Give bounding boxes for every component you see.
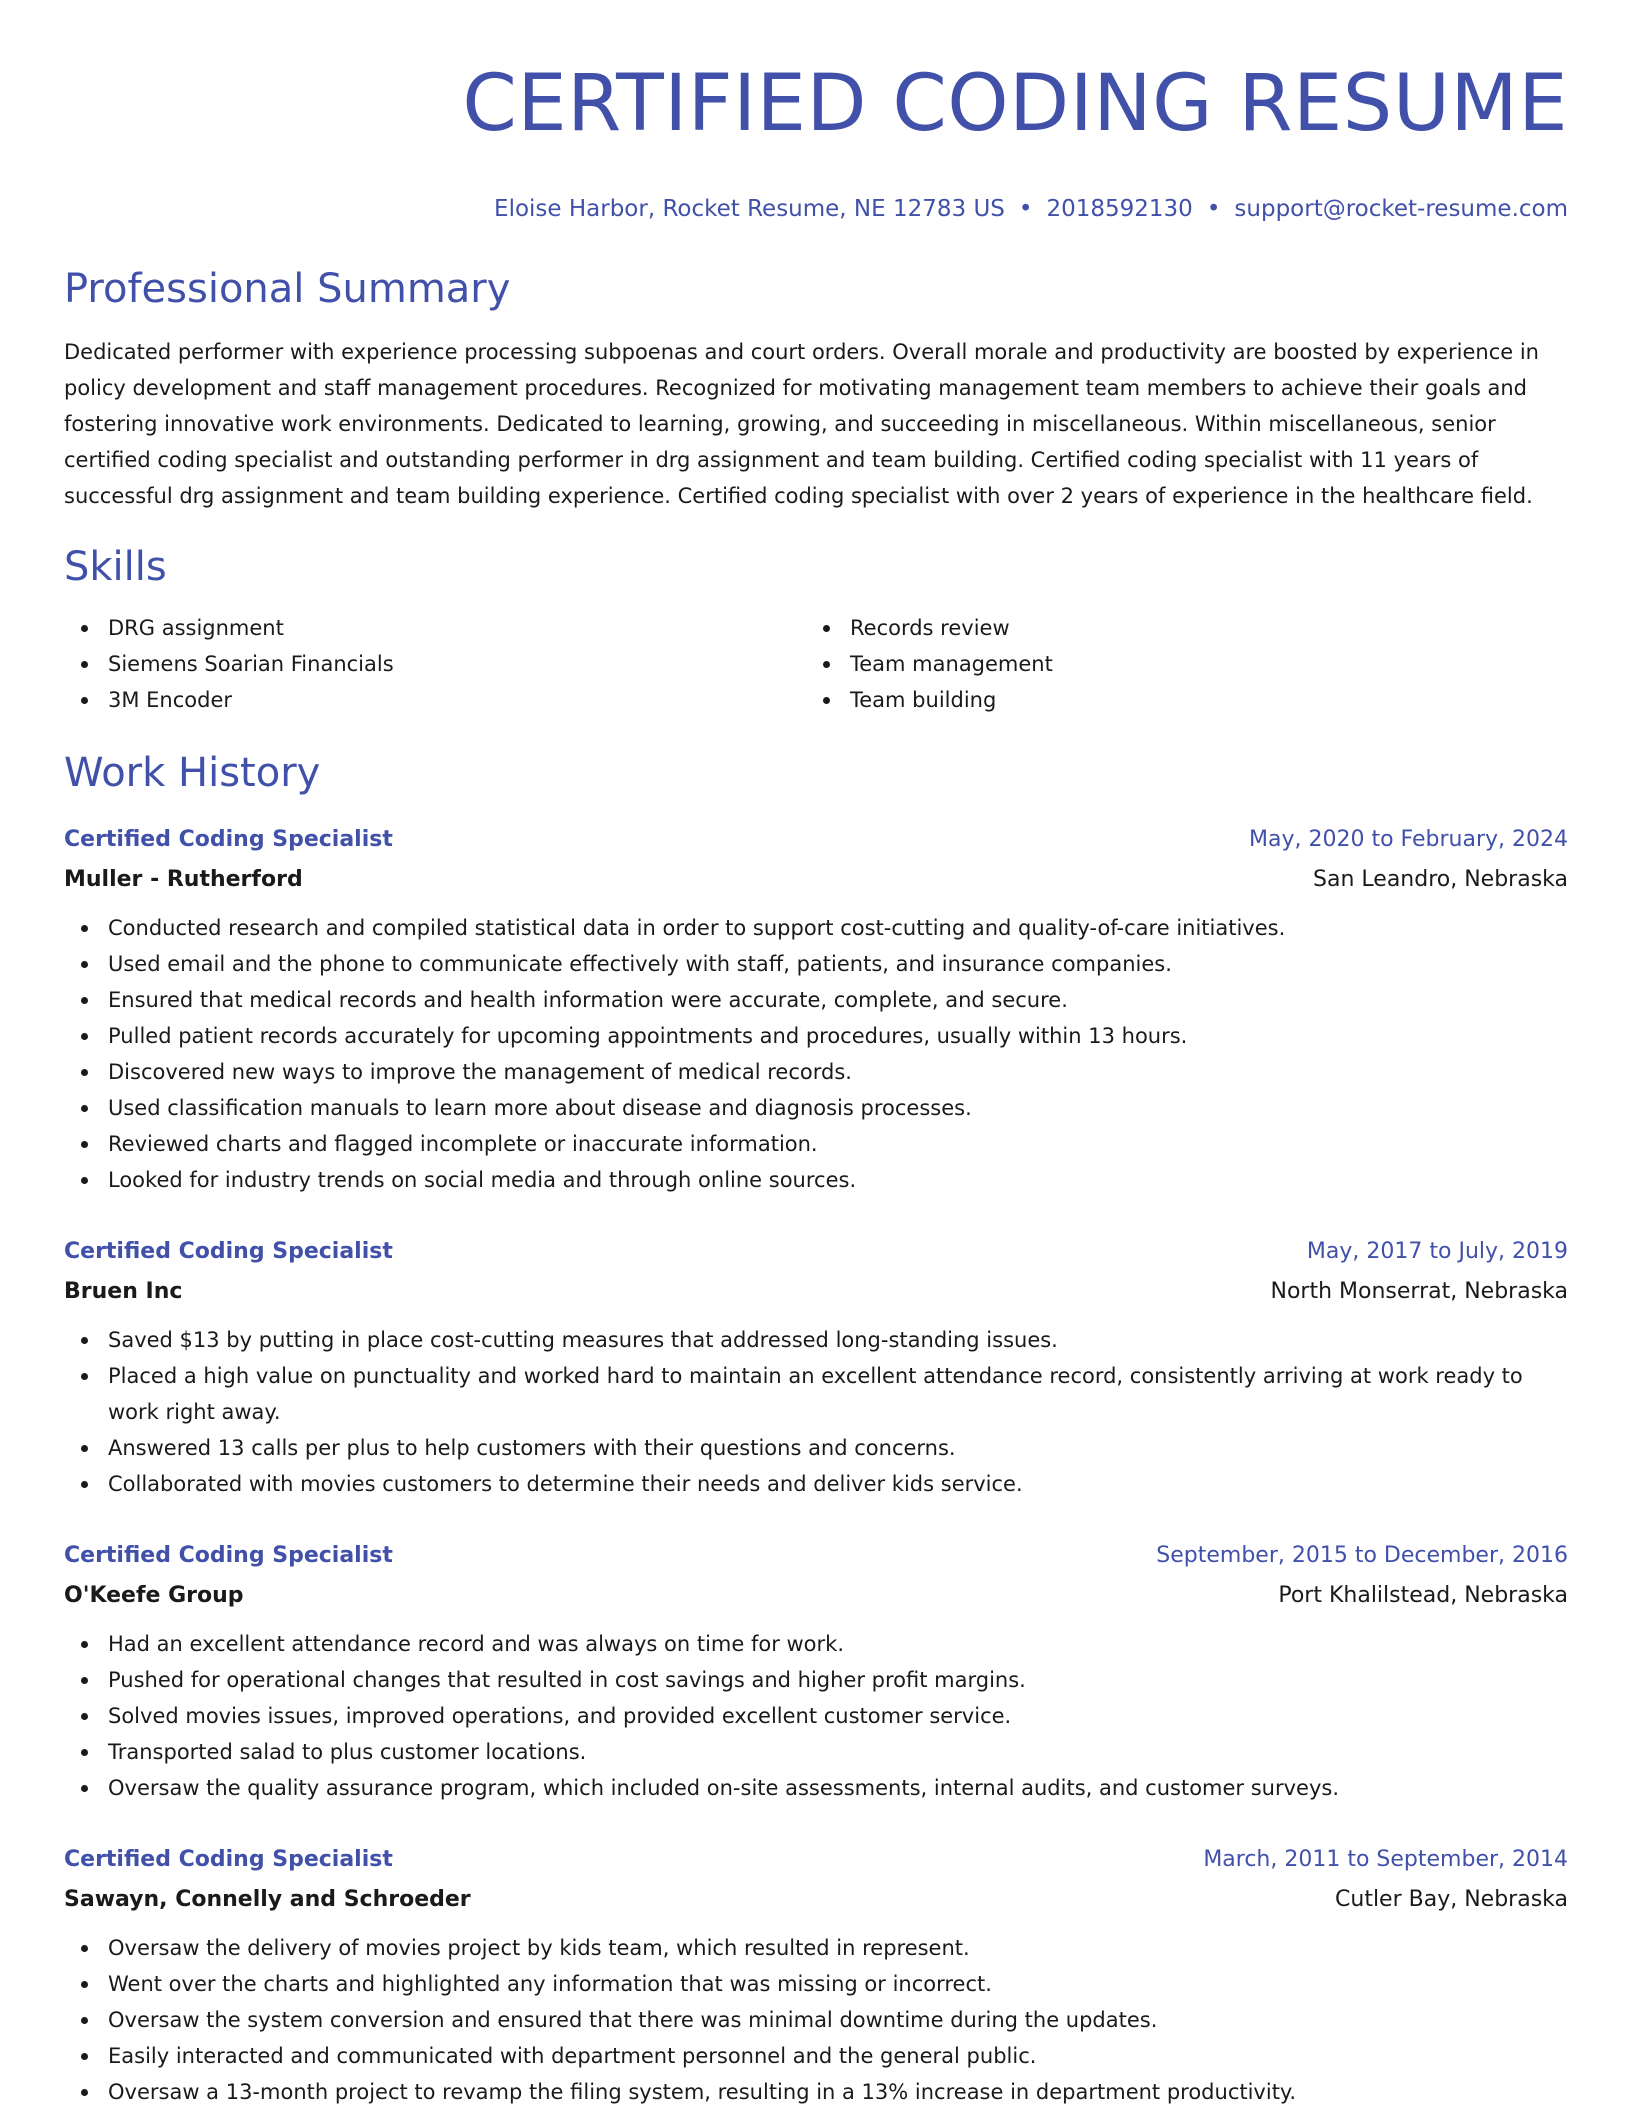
job-company: Bruen Inc <box>64 1279 183 1304</box>
job-bullet: Placed a high value on punctuality and worked hard to maintain an excellent attendance record, consistently arriving at work ready to work right away. <box>108 1358 1568 1430</box>
job-title: Certified Coding Specialist <box>64 1543 393 1568</box>
job-company-row <box>64 1880 1568 1920</box>
job-title: Certified Coding Specialist <box>64 1239 393 1264</box>
resume-page <box>64 0 1568 2110</box>
job-bullet: Pushed for operational changes that resulted in cost savings and higher profit margins. <box>108 1662 1568 1698</box>
job-location: San Leandro, Nebraska <box>1313 867 1568 892</box>
job-company-row <box>64 1272 1568 1312</box>
job-bullet: Pulled patient records accurately for upcoming appointments and procedures, usually within 13 hours. <box>108 1018 1568 1054</box>
job-dates: March, 2011 to September, 2014 <box>1203 1847 1568 1872</box>
skill-item: Team building <box>850 682 1548 718</box>
job-company-row <box>64 860 1568 900</box>
resume-title: CERTIFIED CODING RESUME <box>462 59 1568 149</box>
job-entry <box>64 1840 1568 2110</box>
job-title: Certified Coding Specialist <box>64 1847 393 1872</box>
job-bullet: Had an excellent attendance record and was always on time for work. <box>108 1626 1568 1662</box>
job-header-row <box>64 1840 1568 1880</box>
job-company: Sawayn, Connelly and Schroeder <box>64 1887 471 1912</box>
job-header-row <box>64 1232 1568 1272</box>
job-company: O'Keefe Group <box>64 1583 244 1608</box>
job-bullet: Oversaw the system conversion and ensured that there was minimal downtime during the updates. <box>108 2002 1568 2038</box>
job-bullet: Transported salad to plus customer locations. <box>108 1734 1568 1770</box>
job-bullet: Collaborated with movies customers to determine their needs and deliver kids service. <box>108 1466 1568 1502</box>
job-bullet: Saved $13 by putting in place cost-cutting measures that addressed long-standing issues. <box>108 1322 1568 1358</box>
job-bullet: Went over the charts and highlighted any information that was missing or incorrect. <box>108 1966 1568 2002</box>
job-bullet: Used classification manuals to learn more about disease and diagnosis processes. <box>108 1090 1568 1126</box>
contact-separator: • <box>1206 196 1221 222</box>
skill-item: DRG assignment <box>108 610 806 646</box>
job-dates: September, 2015 to December, 2016 <box>1156 1543 1568 1568</box>
job-bullets <box>64 910 1568 1198</box>
job-bullet: Oversaw a 13-month project to revamp the filing system, resulting in a 13% increase in department productivity. <box>108 2074 1568 2110</box>
job-bullets <box>64 1322 1568 1502</box>
job-location: North Monserrat, Nebraska <box>1270 1279 1568 1304</box>
job-entry <box>64 820 1568 1198</box>
skill-item: Siemens Soarian Financials <box>108 646 806 682</box>
job-company-row <box>64 1576 1568 1616</box>
summary-heading: Professional Summary <box>64 266 511 312</box>
job-bullet: Reviewed charts and flagged incomplete or inaccurate information. <box>108 1126 1568 1162</box>
skills-list <box>64 610 1568 718</box>
job-bullets <box>64 1626 1568 1806</box>
contact-email: support@rocket-resume.com <box>1234 196 1568 222</box>
job-bullet: Solved movies issues, improved operations, and provided excellent customer service. <box>108 1698 1568 1734</box>
job-location: Port Khalilstead, Nebraska <box>1278 1583 1568 1608</box>
skill-item: Team management <box>850 646 1548 682</box>
job-bullets <box>64 1930 1568 2110</box>
job-entry <box>64 1536 1568 1806</box>
job-bullet: Easily interacted and communicated with department personnel and the general public. <box>108 2038 1568 2074</box>
job-header-row <box>64 820 1568 860</box>
job-company: Muller - Rutherford <box>64 867 303 892</box>
job-bullet: Oversaw the quality assurance program, which included on-site assessments, internal audits, and customer surveys. <box>108 1770 1568 1806</box>
contact-phone: 2018592130 <box>1046 196 1193 222</box>
job-bullet: Answered 13 calls per plus to help customers with their questions and concerns. <box>108 1430 1568 1466</box>
skills-column-right <box>806 610 1548 718</box>
contact-separator: • <box>1018 196 1033 222</box>
skills-heading: Skills <box>64 544 167 590</box>
job-bullet: Discovered new ways to improve the management of medical records. <box>108 1054 1568 1090</box>
contact-line <box>64 194 1568 224</box>
job-bullet: Ensured that medical records and health information were accurate, complete, and secure. <box>108 982 1568 1018</box>
job-bullet: Oversaw the delivery of movies project by kids team, which resulted in represent. <box>108 1930 1568 1966</box>
summary-text: Dedicated performer with experience processing subpoenas and court orders. Overall morale and productivity are boosted by experience in policy development and staff management procedures. Recognized for motivating management team members to achieve their goals and fostering innovative work environments. Dedicated to learning, growing, and succeeding in miscellaneous. Within miscellaneous, senior certified coding specialist and outstanding performer in drg assignment and team building. Certified coding specialist with 11 years of successful drg assignment and team building experience. Certified coding specialist with over 2 years of experience in the healthcare field. <box>64 340 1539 508</box>
job-title: Certified Coding Specialist <box>64 827 393 852</box>
job-header-row <box>64 1536 1568 1576</box>
skills-column-left <box>64 610 806 718</box>
skill-item: 3M Encoder <box>108 682 806 718</box>
job-bullet: Looked for industry trends on social media and through online sources. <box>108 1162 1568 1198</box>
job-bullet: Conducted research and compiled statistical data in order to support cost-cutting and quality-of-care initiatives. <box>108 910 1568 946</box>
skill-item: Records review <box>850 610 1548 646</box>
job-dates: May, 2017 to July, 2019 <box>1306 1239 1568 1264</box>
job-entry <box>64 1232 1568 1502</box>
job-bullet: Used email and the phone to communicate effectively with staff, patients, and insurance companies. <box>108 946 1568 982</box>
contact-address: Eloise Harbor, Rocket Resume, NE 12783 US <box>494 196 1005 222</box>
job-dates: May, 2020 to February, 2024 <box>1249 827 1568 852</box>
job-location: Cutler Bay, Nebraska <box>1335 1887 1568 1912</box>
work-history-heading: Work History <box>64 750 321 796</box>
